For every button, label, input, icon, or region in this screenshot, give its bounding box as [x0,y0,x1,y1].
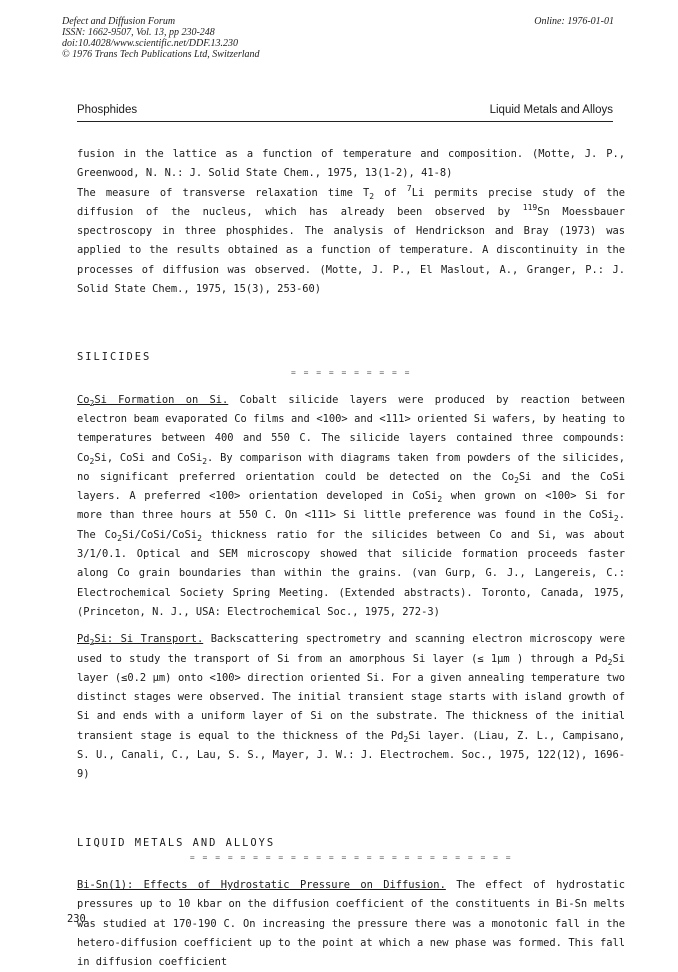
entry-title-pd2si: $Pd_2Si$: Si Transport. [77,633,204,648]
running-head-left: Phosphides [77,104,138,116]
copyright: © 1976 Trans Tech Publications Ltd, Switzerland [62,49,260,60]
heading-double-rule: = = = = = = = = = = = = = = = = = = = = = = = = = = [189,852,513,862]
paragraph-co2si: $Co_2Si$ Formation on Si. Cobalt silicide layers were produced by reaction between electron beam evaporated Co films and <100> and <111> oriented Si wafers, by heating to temperatures between 400 and 550 C. The silicide layers contained three compounds: $Co_2Si$, CoSi and CoSi$_2$. By comparison with diagrams taken from powders of the silicides, no significant preferred orientation could be detected on the $Co_2Si$ and the CoSi layers. A preferred <100> orientation developed in CoSi$_2$ when grown on <100> Si for more than three hours at 550 C. On <111> Si little preference was found in the CoSi$_2$. The $Co_2Si/CoSi/CoSi_2$ thickness ratio for the silicides between Co and Si, was about 3/1/0.1. Optical and SEM microscopy showed that silicide formation proceeds faster along Co grain boundaries than within the grains. (van Gurp, G. J., Langereis, C.: Electrochemical Society Spring Meeting. (Extended abstracts). Toronto, Canada, 1975, (Princeton, N. J., USA: Electrochemical Soc., 1975, 272-3) [77,393,625,618]
online-date: Online: 1976-01-01 [534,16,614,27]
paragraph-bisn: Bi-Sn(1): Effects of Hydrostatic Pressure on Diffusion. The effect of hydrostatic pressures up to 10 kbar on the diffusion coefficient of the constituents in Bi-Sn melts was studied at 170-190 C. On increasing the pressure there was a monotonic fall in the hetero-diffusion coefficient up to the point at which a new phase was formed. This fall in diffusion coefficient [77,878,625,969]
issn: ISSN: 1662-9507, Vol. 13, pp 230-248 [62,27,215,38]
section-heading-liquid-metals: LIQUID METALS AND ALLOYS [77,836,276,849]
journal-name: Defect and Diffusion Forum [62,16,176,27]
paragraph-continued: fusion in the lattice as a function of temperature and composition. (Motte, J. P., Greenwood, N. N.: J. Solid State Chem., 1975, 13(1-2), 41-8) [77,148,625,180]
entry-title-bisn: Bi-Sn(1): Effects of Hydrostatic Pressure on Diffusion. [77,878,446,891]
heading-double-rule: = = = = = = = = = = [290,367,411,377]
running-head [77,104,613,116]
header-rule [77,121,613,122]
page-number: 230 [67,913,86,925]
paragraph-pd2si: $Pd_2Si$: Si Transport. Backscattering spectrometry and scanning electron microscopy were used to study the transport of Si from an amorphous Si layer (≤ 1μm ) through a $Pd_2Si$ layer (≤0.2 μm) onto <100> direction oriented Si. For a given annealing temperature two distinct stages were observed. The initial transient stage starts with island growth of Si and ends with a uniform layer of Si on the substrate. The thickness of the initial transient stage is equal to the thickness of the $Pd_2Si$ layer. (Liau, Z. L., Campisano, S. U., Canali, C., Lau, S. S., Mayer, J. W.: J. Electrochem. Soc., 1975, 122(12), 1696-9) [77,633,625,781]
section-heading-silicides: SILICIDES [77,351,152,364]
journal-meta [62,16,260,60]
page-body [77,145,625,972]
paragraph-relaxation: The measure of transverse relaxation time $T_2$ of $^7$Li permits precise study of the diffusion of the nucleus, which has already been observed by $^{119}$Sn Moessbauer spectroscopy in three phosphides. The analysis of Hendrickson and Bray (1973) was applied to the results obtained as a function of temperature. A discontinuity in the processes of diffusion was observed. (Motte, J. P., El Maslout, A., Granger, P.: J. Solid State Chem., 1975, 15(3), 253-60) [77,183,625,296]
running-head-right: Liquid Metals and Alloys [489,104,613,116]
entry-title-co2si: $Co_2Si$ Formation on Si. [77,393,229,408]
doi: doi:10.4028/www.scientific.net/DDF.13.230 [62,38,239,49]
